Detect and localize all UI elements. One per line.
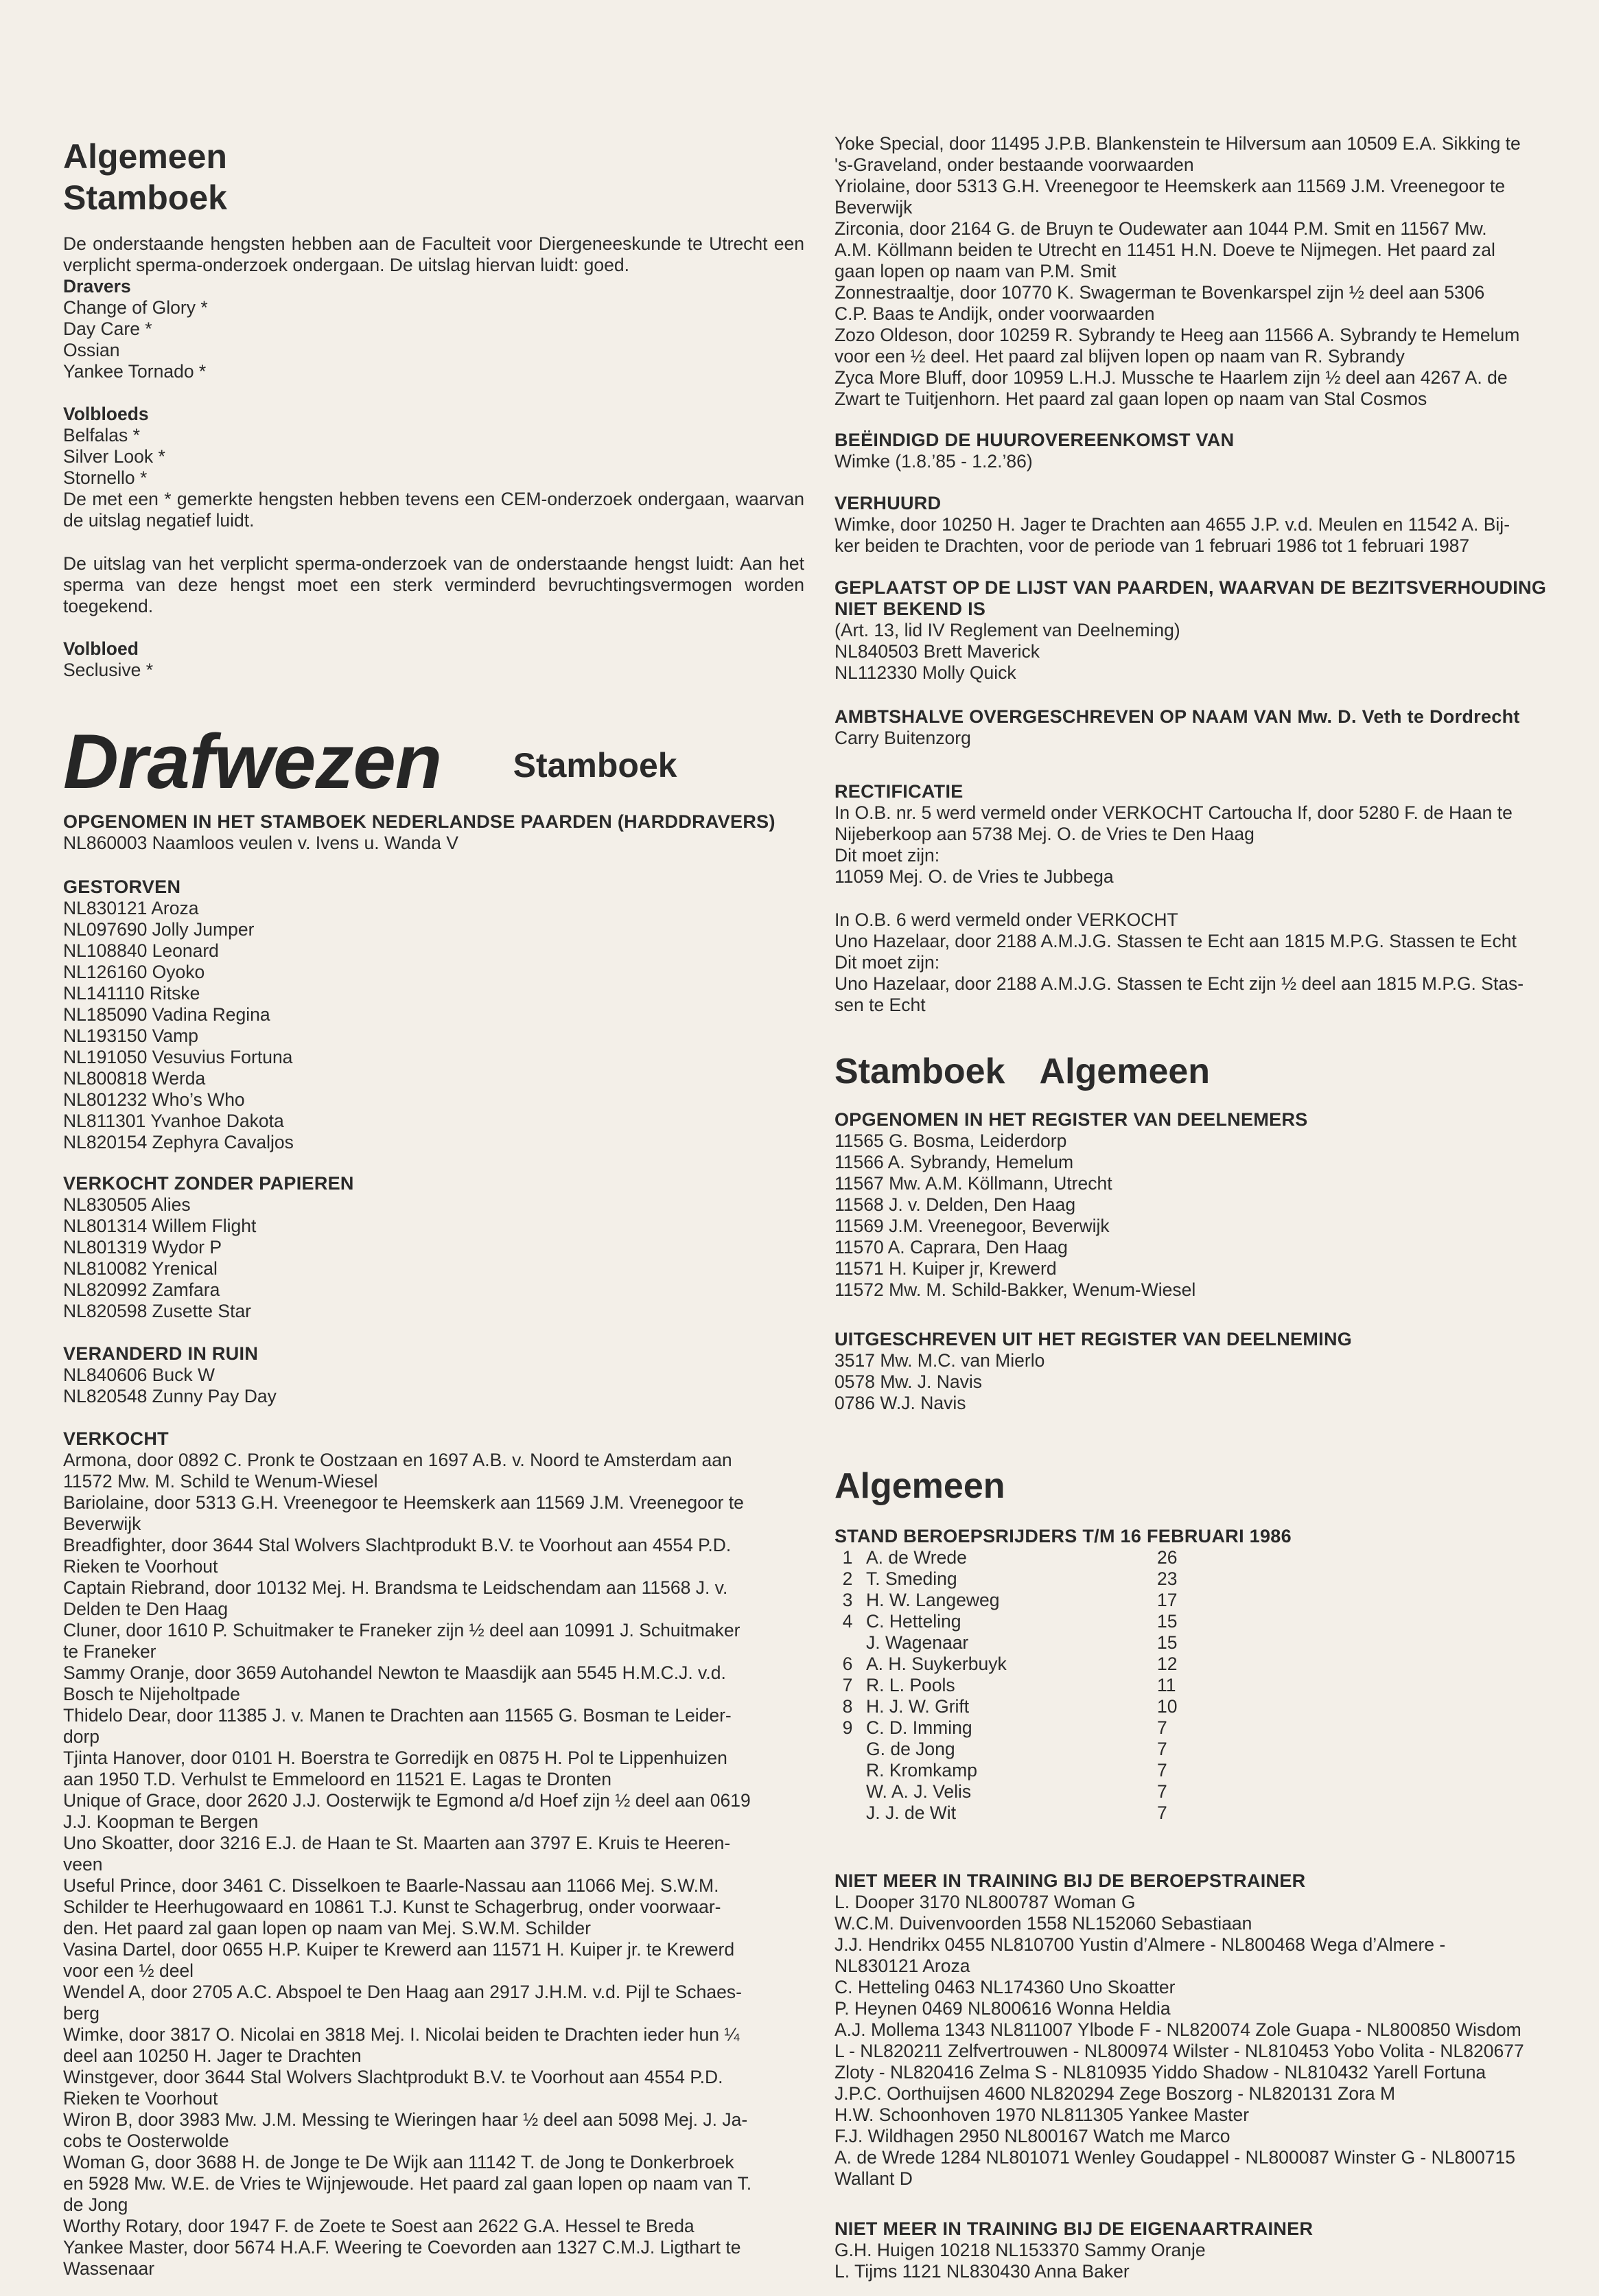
- volbloed-section: [63, 638, 804, 681]
- stand-table: [834, 1547, 1177, 1824]
- algemeen-title: Algemeen: [834, 1466, 1005, 1506]
- list-item: NL801319 Wydor P: [63, 1237, 222, 1257]
- stand-row: [834, 1802, 1177, 1824]
- stand-row: [834, 1781, 1177, 1802]
- text-line: Dit moet zijn:: [834, 845, 940, 866]
- text-line: Uno Hazelaar, door 2188 A.M.J.G. Stassen te Echt aan 1815 M.P.G. Stassen te Echt: [834, 931, 1517, 951]
- stand-name: H. W. Langeweg: [866, 1590, 1000, 1610]
- section-heading: OPGENOMEN IN HET STAMBOEK NEDERLANDSE PAARDEN (HARDDRAVERS): [63, 811, 775, 832]
- list-item: 0578 Mw. J. Navis: [834, 1371, 983, 1392]
- text-line: te Franeker: [63, 1641, 156, 1662]
- list-item: NL820598 Zusette Star: [63, 1301, 252, 1321]
- text-line: Yoke Special, door 11495 J.P.B. Blankenstein te Hilversum aan 10509 E.A. Sikking te: [834, 133, 1521, 154]
- stand-row: [834, 1675, 1177, 1696]
- gestorven-section: [63, 877, 804, 1153]
- stand-points: 15: [1157, 1611, 1178, 1632]
- list-item: Ossian: [63, 340, 120, 360]
- section-heading: VERANDERD IN RUIN: [63, 1343, 259, 1364]
- text-line: Armona, door 0892 C. Pronk te Oostzaan en 1697 A.B. v. Noord te Amsterdam aan: [63, 1450, 732, 1470]
- text-line: Winstgever, door 3644 Stal Wolvers Slachtprodukt B.V. te Voorhout aan 4554 P.D.: [63, 2067, 723, 2087]
- stand-rank: [834, 1802, 861, 1824]
- stand-points: 7: [1157, 1739, 1167, 1759]
- list-item: 11571 H. Kuiper jr, Krewerd: [834, 1258, 1057, 1279]
- text-line: voor een ½ deel. Het paard zal blijven lopen op naam van R. Sybrandy: [834, 346, 1405, 367]
- stand-row: [834, 1696, 1177, 1717]
- list-item: NL126160 Oyoko: [63, 962, 205, 982]
- text-line: Delden te Den Haag: [63, 1599, 229, 1619]
- text-line: den. Het paard zal gaan lopen op naam van Mej. S.W.M. Schilder: [63, 1918, 591, 1938]
- text-line: J.P.C. Oorthuijsen 4600 NL820294 Zege Boszorg - NL820131 Zora M: [834, 2083, 1396, 2104]
- text-line: Uno Skoatter, door 3216 E.J. de Haan te St. Maarten aan 3797 E. Kruis te Heeren-: [63, 1833, 731, 1853]
- list-item: NL108840 Leonard: [63, 940, 219, 961]
- list-item: NL185090 Vadina Regina: [63, 1004, 270, 1025]
- section-heading: BEËINDIGD DE HUUROVEREENKOMST VAN: [834, 430, 1235, 450]
- text-line: A. de Wrede 1284 NL801071 Wenley Goudappel - NL800087 Winster G - NL800715: [834, 2147, 1515, 2168]
- list-item: NL840503 Brett Maverick: [834, 641, 1040, 662]
- text-line: Wallant D: [834, 2168, 913, 2189]
- stand-name: H. J. W. Grift: [866, 1696, 970, 1717]
- list-item: 11572 Mw. M. Schild-Bakker, Wenum-Wiesel: [834, 1279, 1196, 1300]
- text-line: Zloty - NL820416 Zelma S - NL810935 Yiddo Shadow - NL810432 Yarell Fortuna: [834, 2062, 1486, 2083]
- text-line: Rieken te Voorhout: [63, 1556, 218, 1577]
- text-line: L. Dooper 3170 NL800787 Woman G: [834, 1892, 1136, 1912]
- text-line: en 5928 Mw. W.E. de Vries te Wijnjewoude. Het paard zal gaan lopen op naam van T.: [63, 2173, 752, 2194]
- text-line: Uno Hazelaar, door 2188 A.M.J.G. Stassen te Echt zijn ½ deel aan 1815 M.P.G. Stas-: [834, 973, 1524, 994]
- text-line: C. Hetteling 0463 NL174360 Uno Skoatter: [834, 1977, 1176, 1997]
- stand-name: J. J. de Wit: [866, 1802, 957, 1823]
- ruin-section: [63, 1343, 804, 1407]
- text-line: NL830121 Aroza: [834, 1956, 970, 1976]
- list-item: Day Care *: [63, 318, 152, 339]
- stand-row: [834, 1654, 1177, 1675]
- text-line: 11572 Mw. M. Schild te Wenum-Wiesel: [63, 1471, 378, 1492]
- title-word: Stamboek: [834, 1052, 1005, 1091]
- text-line: Bariolaine, door 5313 G.H. Vreenegoor te Heemskerk aan 11569 J.M. Vreenegoor te: [63, 1492, 744, 1513]
- list-item: Wimke (1.8.’85 - 1.2.’86): [834, 451, 1033, 472]
- section-heading: NIET MEER IN TRAINING BIJ DE BEROEPSTRAINER: [834, 1870, 1306, 1891]
- text-line: sen te Echt: [834, 995, 926, 1015]
- list-item: NL830121 Aroza: [63, 898, 199, 918]
- text-line: Wimke, door 3817 O. Nicolai en 3818 Mej. I. Nicolai beiden te Drachten ieder hun ¼: [63, 2024, 740, 2045]
- list-item: NL112330 Molly Quick: [834, 662, 1016, 683]
- text-line: Cluner, door 1610 P. Schuitmaker te Franeker zijn ½ deel aan 10991 J. Schuitmaker: [63, 1620, 740, 1640]
- text-line: voor een ½ deel: [63, 1960, 194, 1981]
- text-line: deel aan 10250 H. Jager te Drachten: [63, 2045, 362, 2066]
- section-heading: GEPLAATST OP DE LIJST VAN PAARDEN, WAARVAN DE BEZITSVERHOUDING: [834, 577, 1547, 598]
- text-line: Wendel A, door 2705 A.C. Abspoel te Den Haag aan 2917 J.H.M. v.d. Pijl te Schaes-: [63, 1982, 742, 2002]
- text-line: Breadfighter, door 3644 Stal Wolvers Slachtprodukt B.V. te Voorhout aan 4554 P.D.: [63, 1535, 732, 1555]
- stand-rank: [834, 1739, 861, 1760]
- list-item: G.H. Huigen 10218 NL153370 Sammy Oranje: [834, 2240, 1206, 2260]
- text-line: Zirconia, door 2164 G. de Bruyn te Oudewater aan 1044 P.M. Smit en 11567 Mw.: [834, 218, 1487, 239]
- stand-points: 11: [1157, 1675, 1176, 1695]
- stand-rank: [834, 1632, 861, 1654]
- list-item: NL820548 Zunny Pay Day: [63, 1386, 277, 1406]
- list-item: NL097690 Jolly Jumper: [63, 919, 255, 940]
- list-item: (Art. 13, lid IV Reglement van Deelneming): [834, 620, 1180, 640]
- text-line: J.J. Koopman te Bergen: [63, 1811, 259, 1832]
- list-item: 11565 G. Bosma, Leiderdorp: [834, 1130, 1067, 1151]
- list-item: Belfalas *: [63, 425, 140, 445]
- section-heading: STAND BEROEPSRIJDERS T/M 16 FEBRUARI 1986: [834, 1526, 1292, 1546]
- text-line: Wiron B, door 3983 Mw. J.M. Messing te Wieringen haar ½ deel aan 5098 Mej. J. Ja-: [63, 2109, 748, 2130]
- stand-points: 23: [1157, 1568, 1178, 1589]
- section-heading: VERKOCHT ZONDER PAPIEREN: [63, 1173, 354, 1194]
- title-word: Algemeen: [1039, 1052, 1211, 1091]
- stand-rank: 3: [842, 1590, 853, 1610]
- list-item: 11567 Mw. A.M. Köllmann, Utrecht: [834, 1173, 1112, 1194]
- text-line: J.J. Hendrikx 0455 NL810700 Yustin d’Almere - NL800468 Wega d’Almere -: [834, 1934, 1446, 1955]
- text-line: gaan lopen op naam van P.M. Smit: [834, 261, 1117, 281]
- text-line: Sammy Oranje, door 3659 Autohandel Newton te Maasdijk aan 5545 H.M.C.J. v.d.: [63, 1662, 726, 1683]
- list-item: 11569 J.M. Vreenegoor, Beverwijk: [834, 1216, 1110, 1236]
- drafwezen-subtitle: Stamboek: [513, 746, 677, 785]
- stand-rank: [834, 1781, 861, 1802]
- list-item: NL820992 Zamfara: [63, 1279, 220, 1300]
- section-heading: NIET BEKEND IS: [834, 599, 986, 619]
- niet-beroeps-section: [834, 1870, 1569, 2190]
- list-item: ker beiden te Drachten, voor de periode van 1 februari 1986 tot 1 februari 1987: [834, 535, 1470, 556]
- section-heading: VERHUURD: [834, 493, 942, 513]
- text-line: Yankee Master, door 5674 H.A.F. Weering te Coevorden aan 1327 C.M.J. Ligthart te: [63, 2237, 741, 2258]
- text-line: Zonnestraaltje, door 10770 K. Swagerman te Bovenkarspel zijn ½ deel aan 5306: [834, 282, 1485, 303]
- text-line: A.J. Mollema 1343 NL811007 Ylbode F - NL820074 Zole Guapa - NL800850 Wisdom: [834, 2019, 1521, 2040]
- text-line: In O.B. nr. 5 werd vermeld onder VERKOCHT Cartoucha If, door 5280 F. de Haan te: [834, 802, 1513, 823]
- stand-name: R. Kromkamp: [866, 1760, 977, 1781]
- stand-row: [834, 1717, 1177, 1739]
- list-item: NL191050 Vesuvius Fortuna: [63, 1047, 293, 1067]
- stand-name: C. D. Imming: [866, 1717, 972, 1738]
- text-line: veen: [63, 1854, 103, 1875]
- text-line: H.W. Schoonhoven 1970 NL811305 Yankee Master: [834, 2104, 1250, 2125]
- opgenomen-section: [63, 811, 804, 854]
- text-line: Woman G, door 3688 H. de Jonge te De Wijk aan 11142 T. de Jong te Donkerbroek: [63, 2152, 734, 2172]
- stand-points: 7: [1157, 1781, 1167, 1802]
- text-line: Dit moet zijn:: [834, 952, 940, 973]
- stand-name: R. L. Pools: [866, 1675, 955, 1695]
- list-item: 3517 Mw. M.C. van Mierlo: [834, 1350, 1045, 1371]
- stand-points: 7: [1157, 1717, 1167, 1738]
- stand-section: [834, 1526, 1569, 1824]
- text-line: Unique of Grace, door 2620 J.J. Oosterwijk te Egmond a/d Hoef zijn ½ deel aan 0619: [63, 1790, 751, 1811]
- verhuurd-section: [834, 493, 1569, 557]
- stand-row: [834, 1547, 1177, 1568]
- text-line: Zwart te Tuitjenhorn. Het paard zal gaan lopen op naam van Stal Cosmos: [834, 389, 1427, 409]
- niet-eigen-section: [834, 2218, 1569, 2282]
- section-heading: VERKOCHT: [63, 1428, 169, 1449]
- text-line: berg: [63, 2003, 100, 2024]
- stand-points: 12: [1157, 1654, 1178, 1674]
- text-line: Tjinta Hanover, door 0101 H. Boerstra te Gorredijk en 0875 H. Pol te Lippenhuizen: [63, 1748, 727, 1768]
- list-item: 11568 J. v. Delden, Den Haag: [834, 1194, 1076, 1215]
- deelnemers-section: [834, 1109, 1569, 1301]
- zonder-papieren-section: [63, 1173, 804, 1322]
- list-item: L. Tijms 1121 NL830430 Anna Baker: [834, 2261, 1130, 2282]
- algemeen-stamboek-title: [63, 136, 804, 218]
- uitgeschreven-section: [834, 1329, 1569, 1414]
- text-line: Beverwijk: [834, 197, 913, 218]
- list-item: Yankee Tornado *: [63, 361, 207, 382]
- stand-name: J. Wagenaar: [866, 1632, 969, 1653]
- stand-rank: 8: [842, 1696, 853, 1717]
- stand-row: [834, 1611, 1177, 1632]
- list-item: NL801314 Willem Flight: [63, 1216, 257, 1236]
- text-line: L - NL820211 Zelfvertrouwen - NL800974 Wilster - NL810453 Yobo Volita - NL820677: [834, 2041, 1524, 2061]
- cem-note: De met een * gemerkte hengsten hebben tevens een CEM-onderzoek ondergaan, waarvan de uitslag negatief luidt.: [63, 489, 804, 531]
- list-item: NL820154 Zephyra Cavaljos: [63, 1132, 294, 1152]
- geplaatst-section: [834, 577, 1569, 684]
- text-line: 11059 Mej. O. de Vries te Jubbega: [834, 866, 1114, 887]
- drafwezen-header: [63, 721, 804, 803]
- stand-rank: 1: [842, 1547, 853, 1568]
- list-item: NL800818 Werda: [63, 1068, 206, 1089]
- text-line: C.P. Baas te Andijk, onder voorwaarden: [834, 303, 1155, 324]
- text-line: Yriolaine, door 5313 G.H. Vreenegoor te Heemskerk aan 11569 J.M. Vreenegoor te: [834, 176, 1506, 196]
- rectificatie-section: [834, 781, 1569, 888]
- list-item: Carry Buitenzorg: [834, 728, 971, 748]
- stand-points: 15: [1157, 1632, 1178, 1653]
- text-line: Vasina Dartel, door 0655 H.P. Kuiper te Krewerd aan 11571 H. Kuiper jr. te Krewerd: [63, 1939, 735, 1960]
- title-line: Stamboek: [63, 178, 227, 217]
- stand-row: [834, 1739, 1177, 1760]
- stand-name: W. A. J. Velis: [866, 1781, 972, 1802]
- section-heading: Volbloed: [63, 638, 139, 659]
- stand-points: 17: [1157, 1590, 1178, 1610]
- list-item: NL811301 Yvanhoe Dakota: [63, 1111, 284, 1131]
- text-line: In O.B. 6 werd vermeld onder VERKOCHT: [834, 909, 1178, 930]
- list-item: NL141110 Ritske: [63, 983, 200, 1004]
- stand-rank: 7: [842, 1675, 853, 1695]
- stand-name: T. Smeding: [866, 1568, 957, 1589]
- text-line: W.C.M. Duivenvoorden 1558 NL152060 Sebastiaan: [834, 1913, 1252, 1934]
- section-heading: RECTIFICATIE: [834, 781, 964, 802]
- list-item: NL830505 Alies: [63, 1194, 191, 1215]
- list-item: 11566 A. Sybrandy, Hemelum: [834, 1152, 1074, 1172]
- title-line: Algemeen: [63, 137, 227, 176]
- stand-name: C. Hetteling: [866, 1611, 961, 1632]
- verkocht-continued: [834, 133, 1569, 410]
- stand-row: [834, 1760, 1177, 1781]
- text-line: aan 1950 T.D. Verhulst te Emmeloord en 11521 E. Lagas te Dronten: [63, 1769, 611, 1789]
- dravers-section: [63, 276, 804, 382]
- stand-rank: 6: [842, 1654, 853, 1674]
- verkocht-section: [63, 1428, 804, 2280]
- stand-row: [834, 1632, 1177, 1654]
- rectificatie-2: [834, 909, 1569, 1016]
- beeindigd-section: [834, 430, 1569, 472]
- text-line: Nijeberkoop aan 5738 Mej. O. de Vries te Den Haag: [834, 824, 1254, 844]
- stand-name: G. de Jong: [866, 1739, 955, 1759]
- text-line: P. Heynen 0469 NL800616 Wonna Heldia: [834, 1998, 1171, 2019]
- section-heading: AMBTSHALVE OVERGESCHREVEN OP NAAM VAN Mw. D. Veth te Dordrecht: [834, 706, 1520, 727]
- section-heading: Volbloeds: [63, 404, 149, 424]
- section-heading: NIET MEER IN TRAINING BIJ DE EIGENAARTRAINER: [834, 2218, 1314, 2239]
- volbloeds-section: [63, 404, 804, 489]
- list-item: NL193150 Vamp: [63, 1025, 198, 1046]
- text-line: Bosch te Nijeholtpade: [63, 1684, 240, 1704]
- text-line: Rieken te Voorhout: [63, 2088, 218, 2109]
- drafwezen-title: Drafwezen: [63, 719, 442, 804]
- section-heading: UITGESCHREVEN UIT HET REGISTER VAN DEELNEMING: [834, 1329, 1353, 1349]
- stand-rank: [834, 1760, 861, 1781]
- stand-row: [834, 1590, 1177, 1611]
- stand-rank: 2: [842, 1568, 853, 1589]
- text-line: Thidelo Dear, door 11385 J. v. Manen te Drachten aan 11565 G. Bosman te Leider-: [63, 1705, 732, 1726]
- list-item: Stornello *: [63, 467, 148, 488]
- stand-rank: 9: [842, 1717, 853, 1738]
- list-item: NL801232 Who’s Who: [63, 1089, 245, 1110]
- text-line: Worthy Rotary, door 1947 F. de Zoete te Soest aan 2622 G.A. Hessel te Breda: [63, 2216, 695, 2236]
- stand-points: 7: [1157, 1802, 1167, 1823]
- text-line: F.J. Wildhagen 2950 NL800167 Watch me Marco: [834, 2126, 1230, 2146]
- list-item: NL810082 Yrenical: [63, 1258, 218, 1279]
- text-line: Zozo Oldeson, door 10259 R. Sybrandy te Heeg aan 11566 A. Sybrandy te Hemelum: [834, 325, 1520, 345]
- stand-points: 7: [1157, 1760, 1167, 1781]
- alg-intro: De onderstaande hengsten hebben aan de Faculteit voor Diergeneeskunde te Utrecht een verplicht sperma-onderzoek ondergaan. De uitslag hiervan luidt: goed.: [63, 233, 804, 275]
- list-item: 11570 A. Caprara, Den Haag: [834, 1237, 1068, 1257]
- stand-name: A. de Wrede: [866, 1547, 967, 1568]
- section-heading: OPGENOMEN IN HET REGISTER VAN DEELNEMERS: [834, 1109, 1308, 1130]
- stand-rank: 4: [842, 1611, 853, 1632]
- list-item: Seclusive *: [63, 660, 154, 680]
- list-item: Wimke, door 10250 H. Jager te Drachten aan 4655 J.P. v.d. Meulen en 11542 A. Bij-: [834, 514, 1510, 535]
- list-item: 0786 W.J. Navis: [834, 1393, 966, 1413]
- text-line: de Jong: [63, 2194, 128, 2215]
- text-line: Beverwijk: [63, 1514, 141, 1534]
- text-line: A.M. Köllmann beiden te Utrecht en 11451 H.N. Doeve te Nijmegen. Het paard zal: [834, 240, 1495, 260]
- niet-beroeps-list: [834, 1892, 1569, 2190]
- stand-row: [834, 1568, 1177, 1590]
- ambtshalve-section: [834, 706, 1569, 749]
- stand-points: 10: [1157, 1696, 1178, 1717]
- text-line: cobs te Oosterwolde: [63, 2131, 229, 2151]
- text-line: Zyca More Bluff, door 10959 L.H.J. Mussche te Haarlem zijn ½ deel aan 4267 A. de: [834, 367, 1508, 388]
- sperma-note: De uitslag van het verplicht sperma-onderzoek van de onderstaande hengst luidt: Aan het sperma van deze hengst moet een sterk verminderd bevruchtingsvermogen worden toegekend.: [63, 553, 804, 616]
- list-item: NL860003 Naamloos veulen v. Ivens u. Wanda V: [63, 833, 458, 853]
- text-line: Captain Riebrand, door 10132 Mej. H. Brandsma te Leidschendam aan 11568 J. v.: [63, 1577, 728, 1598]
- list-item: NL840606 Buck W: [63, 1365, 215, 1385]
- text-line: Wassenaar: [63, 2258, 155, 2279]
- list-item: Silver Look *: [63, 446, 165, 467]
- list-item: Change of Glory *: [63, 297, 208, 318]
- text-line: Useful Prince, door 3461 C. Disselkoen te Baarle-Nassau aan 11066 Mej. S.W.M.: [63, 1875, 719, 1896]
- section-heading: Dravers: [63, 276, 131, 297]
- section-heading: GESTORVEN: [63, 877, 181, 897]
- stand-name: A. H. Suykerbuyk: [866, 1654, 1007, 1674]
- text-line: dorp: [63, 1726, 100, 1747]
- stamboek-algemeen-title: [834, 1050, 1569, 1093]
- stand-points: 26: [1157, 1547, 1178, 1568]
- text-line: Schilder te Heerhugowaard en 10861 T.J. Kunst te Schagerbrug, onder voorwaar-: [63, 1897, 721, 1917]
- text-line: 's-Graveland, onder bestaande voorwaarden: [834, 154, 1194, 175]
